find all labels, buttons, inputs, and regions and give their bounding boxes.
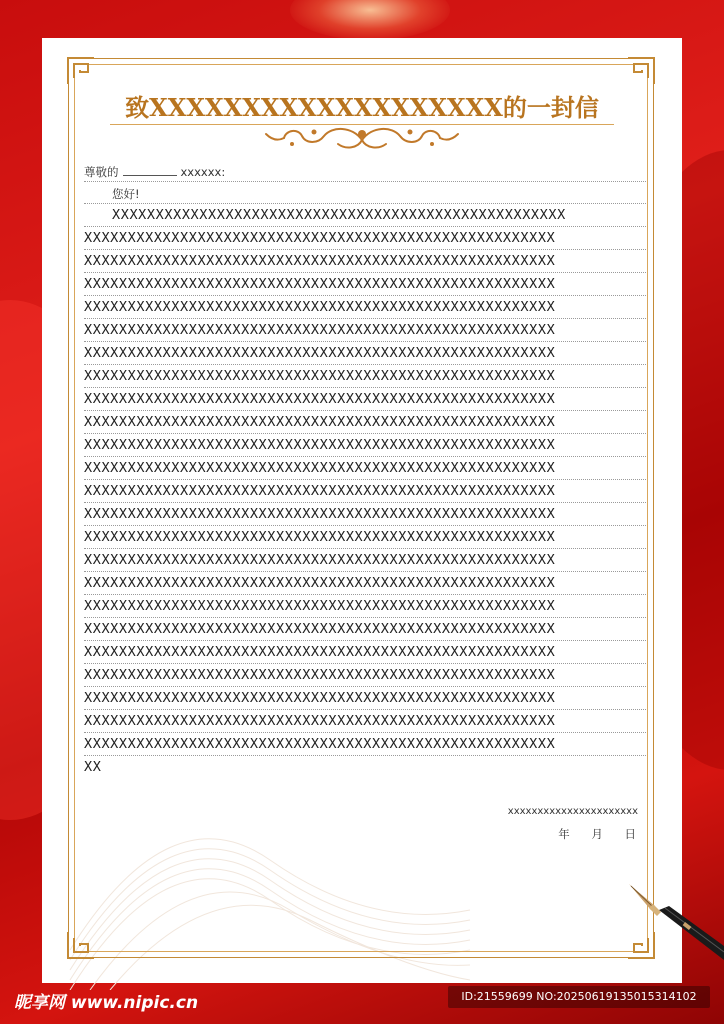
date-line: 年 月 日 bbox=[558, 827, 636, 841]
watermark-id: ID:21559699 NO:20250619135015314102 bbox=[448, 986, 710, 1008]
fountain-pen-icon bbox=[625, 880, 724, 960]
body-line: XXXXXXXXXXXXXXXXXXXXXXXXXXXXXXXXXXXXXXXXXXXXXXXXXXXXXX bbox=[84, 667, 556, 683]
body-line: XXXXXXXXXXXXXXXXXXXXXXXXXXXXXXXXXXXXXXXXXXXXXXXXXXXXXX bbox=[84, 276, 556, 292]
body-line: XXXXXXXXXXXXXXXXXXXXXXXXXXXXXXXXXXXXXXXXXXXXXXXXXXXXXX bbox=[84, 598, 556, 614]
ruled-line bbox=[84, 594, 646, 595]
ruled-line bbox=[84, 617, 646, 618]
body-line: XXXXXXXXXXXXXXXXXXXXXXXXXXXXXXXXXXXXXXXXXXXXXXXXXXXXXX bbox=[84, 736, 556, 752]
ruled-line bbox=[84, 456, 646, 457]
corner-ornament-icon bbox=[66, 930, 96, 960]
body-line: XXXXXXXXXXXXXXXXXXXXXXXXXXXXXXXXXXXXXXXXXXXXXXXXXXXXXX bbox=[84, 345, 556, 361]
body-line: XXXXXXXXXXXXXXXXXXXXXXXXXXXXXXXXXXXXXXXXXXXXXXXXXXXXXX bbox=[84, 621, 556, 637]
body-line: XXXXXXXXXXXXXXXXXXXXXXXXXXXXXXXXXXXXXXXXXXXXXXXXXXXXXX bbox=[84, 506, 556, 522]
body-line: XXXXXXXXXXXXXXXXXXXXXXXXXXXXXXXXXXXXXXXXXXXXXXXXXXXXXX bbox=[84, 552, 556, 568]
ruled-line bbox=[84, 226, 646, 227]
ruled-line bbox=[84, 571, 646, 572]
ruled-line bbox=[84, 181, 646, 182]
salutation bbox=[84, 164, 225, 180]
floral-ornament-icon bbox=[262, 118, 462, 156]
body-line: XXXXXXXXXXXXXXXXXXXXXXXXXXXXXXXXXXXXXXXXXXXXXXXXXXXX bbox=[112, 207, 566, 223]
body-line: XXXXXXXXXXXXXXXXXXXXXXXXXXXXXXXXXXXXXXXXXXXXXXXXXXXXXX bbox=[84, 299, 556, 315]
greeting-text: 您好! bbox=[112, 187, 140, 201]
body-line: XXXXXXXXXXXXXXXXXXXXXXXXXXXXXXXXXXXXXXXXXXXXXXXXXXXXXX bbox=[84, 483, 556, 499]
recipient-blank bbox=[123, 165, 177, 176]
body-line: XXXXXXXXXXXXXXXXXXXXXXXXXXXXXXXXXXXXXXXXXXXXXXXXXXXXXX bbox=[84, 230, 556, 246]
ruled-line bbox=[84, 686, 646, 687]
body-line: XXXXXXXXXXXXXXXXXXXXXXXXXXXXXXXXXXXXXXXXXXXXXXXXXXXXXX bbox=[84, 391, 556, 407]
ruled-line bbox=[84, 525, 646, 526]
ruled-line bbox=[84, 548, 646, 549]
body-line: XXXXXXXXXXXXXXXXXXXXXXXXXXXXXXXXXXXXXXXXXXXXXXXXXXXXXX bbox=[84, 368, 556, 384]
ruled-line bbox=[84, 203, 646, 204]
letter-title: 致XXXXXXXXXXXXXXXXXXX的一封信 bbox=[125, 93, 599, 122]
body-line: XXXXXXXXXXXXXXXXXXXXXXXXXXXXXXXXXXXXXXXXXXXXXXXXXXXXXX bbox=[84, 437, 556, 453]
ruled-line bbox=[84, 318, 646, 319]
body-line: XX bbox=[84, 759, 102, 775]
signature: xxxxxxxxxxxxxxxxxxxxxx bbox=[507, 806, 638, 817]
ruled-line bbox=[84, 364, 646, 365]
body-line: XXXXXXXXXXXXXXXXXXXXXXXXXXXXXXXXXXXXXXXXXXXXXXXXXXXXXX bbox=[84, 414, 556, 430]
ruled-line bbox=[84, 433, 646, 434]
body-line: XXXXXXXXXXXXXXXXXXXXXXXXXXXXXXXXXXXXXXXXXXXXXXXXXXXXXX bbox=[84, 575, 556, 591]
ruled-line bbox=[84, 249, 646, 250]
watermark-logo: 昵享网 www.nipic.cn bbox=[14, 993, 199, 1013]
ruled-line bbox=[84, 709, 646, 710]
background-glow bbox=[290, 0, 450, 40]
ruled-line bbox=[84, 663, 646, 664]
body-line: XXXXXXXXXXXXXXXXXXXXXXXXXXXXXXXXXXXXXXXXXXXXXXXXXXXXXX bbox=[84, 713, 556, 729]
ruled-line bbox=[84, 479, 646, 480]
body-line: XXXXXXXXXXXXXXXXXXXXXXXXXXXXXXXXXXXXXXXXXXXXXXXXXXXXXX bbox=[84, 460, 556, 476]
body-line: XXXXXXXXXXXXXXXXXXXXXXXXXXXXXXXXXXXXXXXXXXXXXXXXXXXXXX bbox=[84, 322, 556, 338]
ruled-line bbox=[84, 387, 646, 388]
ruled-line bbox=[84, 640, 646, 641]
ruled-line bbox=[84, 755, 646, 756]
ruled-line bbox=[84, 295, 646, 296]
ruled-line bbox=[84, 272, 646, 273]
ruled-line bbox=[84, 341, 646, 342]
corner-ornament-icon bbox=[626, 56, 656, 86]
body-line: XXXXXXXXXXXXXXXXXXXXXXXXXXXXXXXXXXXXXXXXXXXXXXXXXXXXXX bbox=[84, 644, 556, 660]
body-line: XXXXXXXXXXXXXXXXXXXXXXXXXXXXXXXXXXXXXXXXXXXXXXXXXXXXXX bbox=[84, 253, 556, 269]
ruled-line bbox=[84, 732, 646, 733]
salutation-prefix: 尊敬的 bbox=[84, 165, 119, 179]
salutation-suffix: xxxxxx: bbox=[180, 165, 226, 179]
corner-ornament-icon bbox=[66, 56, 96, 86]
ruled-line bbox=[84, 410, 646, 411]
ruled-line bbox=[84, 502, 646, 503]
body-line: XXXXXXXXXXXXXXXXXXXXXXXXXXXXXXXXXXXXXXXXXXXXXXXXXXXXXX bbox=[84, 690, 556, 706]
body-line: XXXXXXXXXXXXXXXXXXXXXXXXXXXXXXXXXXXXXXXXXXXXXXXXXXXXXX bbox=[84, 529, 556, 545]
